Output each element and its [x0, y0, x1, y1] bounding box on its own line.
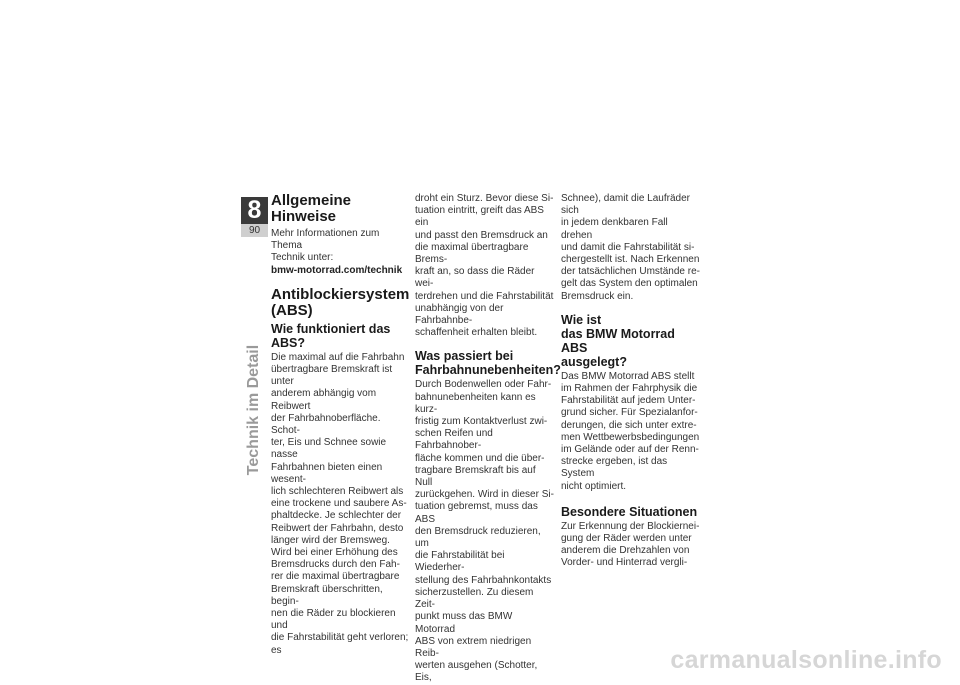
text-line: Mehr Informationen zum Thema: [271, 228, 380, 252]
heading-abs: [271, 287, 411, 319]
text-line: und damit die Fahrstabilität si-: [561, 241, 695, 253]
text-line: zurückgehen. Wird in dieser Si-: [415, 489, 554, 501]
text-line: der Fahrbahnoberfläche. Schot-: [271, 412, 381, 437]
heading-abs-design: [561, 313, 701, 369]
column-3: [561, 193, 701, 570]
paragraph-how-abs-works: [271, 352, 411, 657]
text-line: Wird bei einer Erhöhung des: [271, 547, 398, 559]
paragraph-road-unevenness: [415, 379, 555, 684]
text-line: Bremsdrucks durch den Fah-: [271, 559, 400, 571]
heading-how-abs-works: Wie funktioniert das ABS?: [271, 321, 391, 350]
watermark: carmanualsonline.info: [670, 646, 942, 674]
text-line: Fahrbahnen bieten einen wesent-: [271, 461, 383, 485]
text-line: nen die Räder zu blockieren und: [271, 608, 396, 632]
text-line: derungen, die sich unter extre-: [561, 419, 697, 431]
text-line: Schnee), damit die Laufräder sich: [561, 193, 690, 217]
text-line: rer die maximal übertragbare: [271, 571, 400, 583]
text-line: in jedem denkbaren Fall drehen: [561, 217, 668, 241]
text-line: und passt den Bremsdruck an: [415, 229, 548, 241]
text-line: Fahrstabilität auf jedem Unter-: [561, 395, 696, 407]
text-line: unabhängig von der Fahrbahnbe-: [415, 302, 504, 327]
text-line: tuation gebremst, muss das ABS: [415, 501, 538, 525]
text-line: die maximal übertragbare Brems-: [415, 241, 529, 266]
heading-road-unevenness: [415, 349, 561, 378]
technik-link[interactable]: bmw-motorrad.com/technik: [271, 264, 403, 276]
column-2: [415, 193, 561, 685]
text-line: tragbare Bremskraft bis auf Null: [415, 464, 536, 489]
paragraph-more-info: [271, 228, 411, 265]
heading-line: ausgelegt?: [561, 354, 627, 369]
paragraph-abs-continued: [415, 193, 555, 339]
text-line: bahnunebenheiten kann es kurz-: [415, 391, 536, 415]
column-1: [271, 193, 411, 657]
text-line: gung der Räder werden unter: [561, 533, 692, 545]
heading-line: (ABS): [271, 301, 313, 319]
heading-line: Was passiert bei: [415, 349, 514, 364]
text-line: ABS von extrem niedrigen Reib-: [415, 635, 532, 659]
text-line: Zur Erkennung der Blockiernei-: [561, 520, 700, 532]
heading-line: das BMW Motorrad ABS: [561, 326, 675, 355]
text-line: anderem abhängig vom Reibwert: [271, 388, 377, 412]
text-line: droht ein Sturz. Bevor diese Si-: [415, 193, 554, 204]
text-line: Bremsdruck ein.: [561, 290, 634, 302]
heading-line: Antiblockiersystem: [271, 285, 410, 303]
paragraph-unevenness-continued: [561, 193, 701, 303]
chapter-title: Technik im Detail: [245, 344, 262, 476]
heading-line: Wie ist: [561, 312, 602, 327]
text-line: den Bremsdruck reduzieren, um: [415, 525, 541, 550]
text-line: Vorder- und Hinterrad vergli-: [561, 557, 688, 569]
text-line: die Fahrstabilität geht verloren; es: [271, 632, 409, 656]
chapter-number: 8: [241, 197, 268, 224]
text-line: tuation eintritt, greift das ABS ein: [415, 205, 544, 229]
text-line: Reibwert der Fahrbahn, desto: [271, 522, 404, 534]
text-line: stellung des Fahrbahnkontakts: [415, 574, 552, 586]
text-line: gelt das System den optimalen: [561, 278, 698, 290]
text-line: eine trockene und saubere As-: [271, 498, 407, 510]
text-line: fristig zum Kontaktverlust zwi-: [415, 416, 548, 428]
text-line: strecke ergeben, ist das System: [561, 456, 668, 480]
paragraph-special-situations: [561, 521, 701, 570]
chapter-tab: [241, 197, 268, 238]
text-line: fläche kommen und die über-: [415, 452, 545, 464]
text-line: im Rahmen der Fahrphysik die: [561, 383, 698, 395]
text-line: der tatsächlichen Umstände re-: [561, 266, 700, 278]
text-line: anderem die Drehzahlen von: [561, 545, 690, 557]
text-line: terdrehen und die Fahrstabilität: [415, 290, 554, 302]
text-line: kraft an, so dass die Räder wei-: [415, 266, 535, 290]
text-line: Die maximal auf die Fahrbahn: [271, 351, 405, 363]
text-line: ter, Eis und Schnee sowie nasse: [271, 437, 387, 461]
text-line: länger wird der Bremsweg.: [271, 534, 390, 546]
heading-general-notes: Allgemeine Hinweise: [271, 192, 352, 225]
text-line: im Gelände oder auf der Renn-: [561, 444, 699, 456]
heading-line: Fahrbahnunebenheiten?: [415, 363, 561, 378]
text-line: men Wettbewerbsbedingungen: [561, 431, 700, 443]
text-line: die Fahrstabilität bei Wiederher-: [415, 550, 505, 574]
text-line: chergestellt ist. Nach Erkennen: [561, 254, 700, 266]
text-line: übertragbare Bremskraft ist unter: [271, 364, 393, 388]
text-line: punkt muss das BMW Motorrad: [415, 611, 513, 635]
text-line: grund sicher. Für Spezialanfor-: [561, 407, 698, 419]
text-line: phaltdecke. Je schlechter der: [271, 510, 402, 522]
text-line: Technik unter:: [271, 252, 334, 264]
paragraph-abs-design: [561, 371, 701, 493]
text-line: Das BMW Motorrad ABS stellt: [561, 370, 695, 382]
text-line: nicht optimiert.: [561, 480, 627, 492]
text-line: Durch Bodenwellen oder Fahr-: [415, 379, 552, 391]
text-line: schaffenheit erhalten bleibt.: [415, 327, 538, 339]
text-line: sicherzustellen. Zu diesem Zeit-: [415, 586, 534, 611]
text-line: Bremskraft überschritten, begin-: [271, 583, 383, 607]
page-number: 90: [241, 224, 268, 237]
heading-special-situations: Besondere Situationen: [561, 504, 698, 519]
text-line: lich schlechteren Reibwert als: [271, 486, 404, 498]
text-line: werten ausgehen (Schotter, Eis,: [415, 660, 538, 684]
text-line: schen Reifen und Fahrbahnober-: [415, 428, 493, 452]
